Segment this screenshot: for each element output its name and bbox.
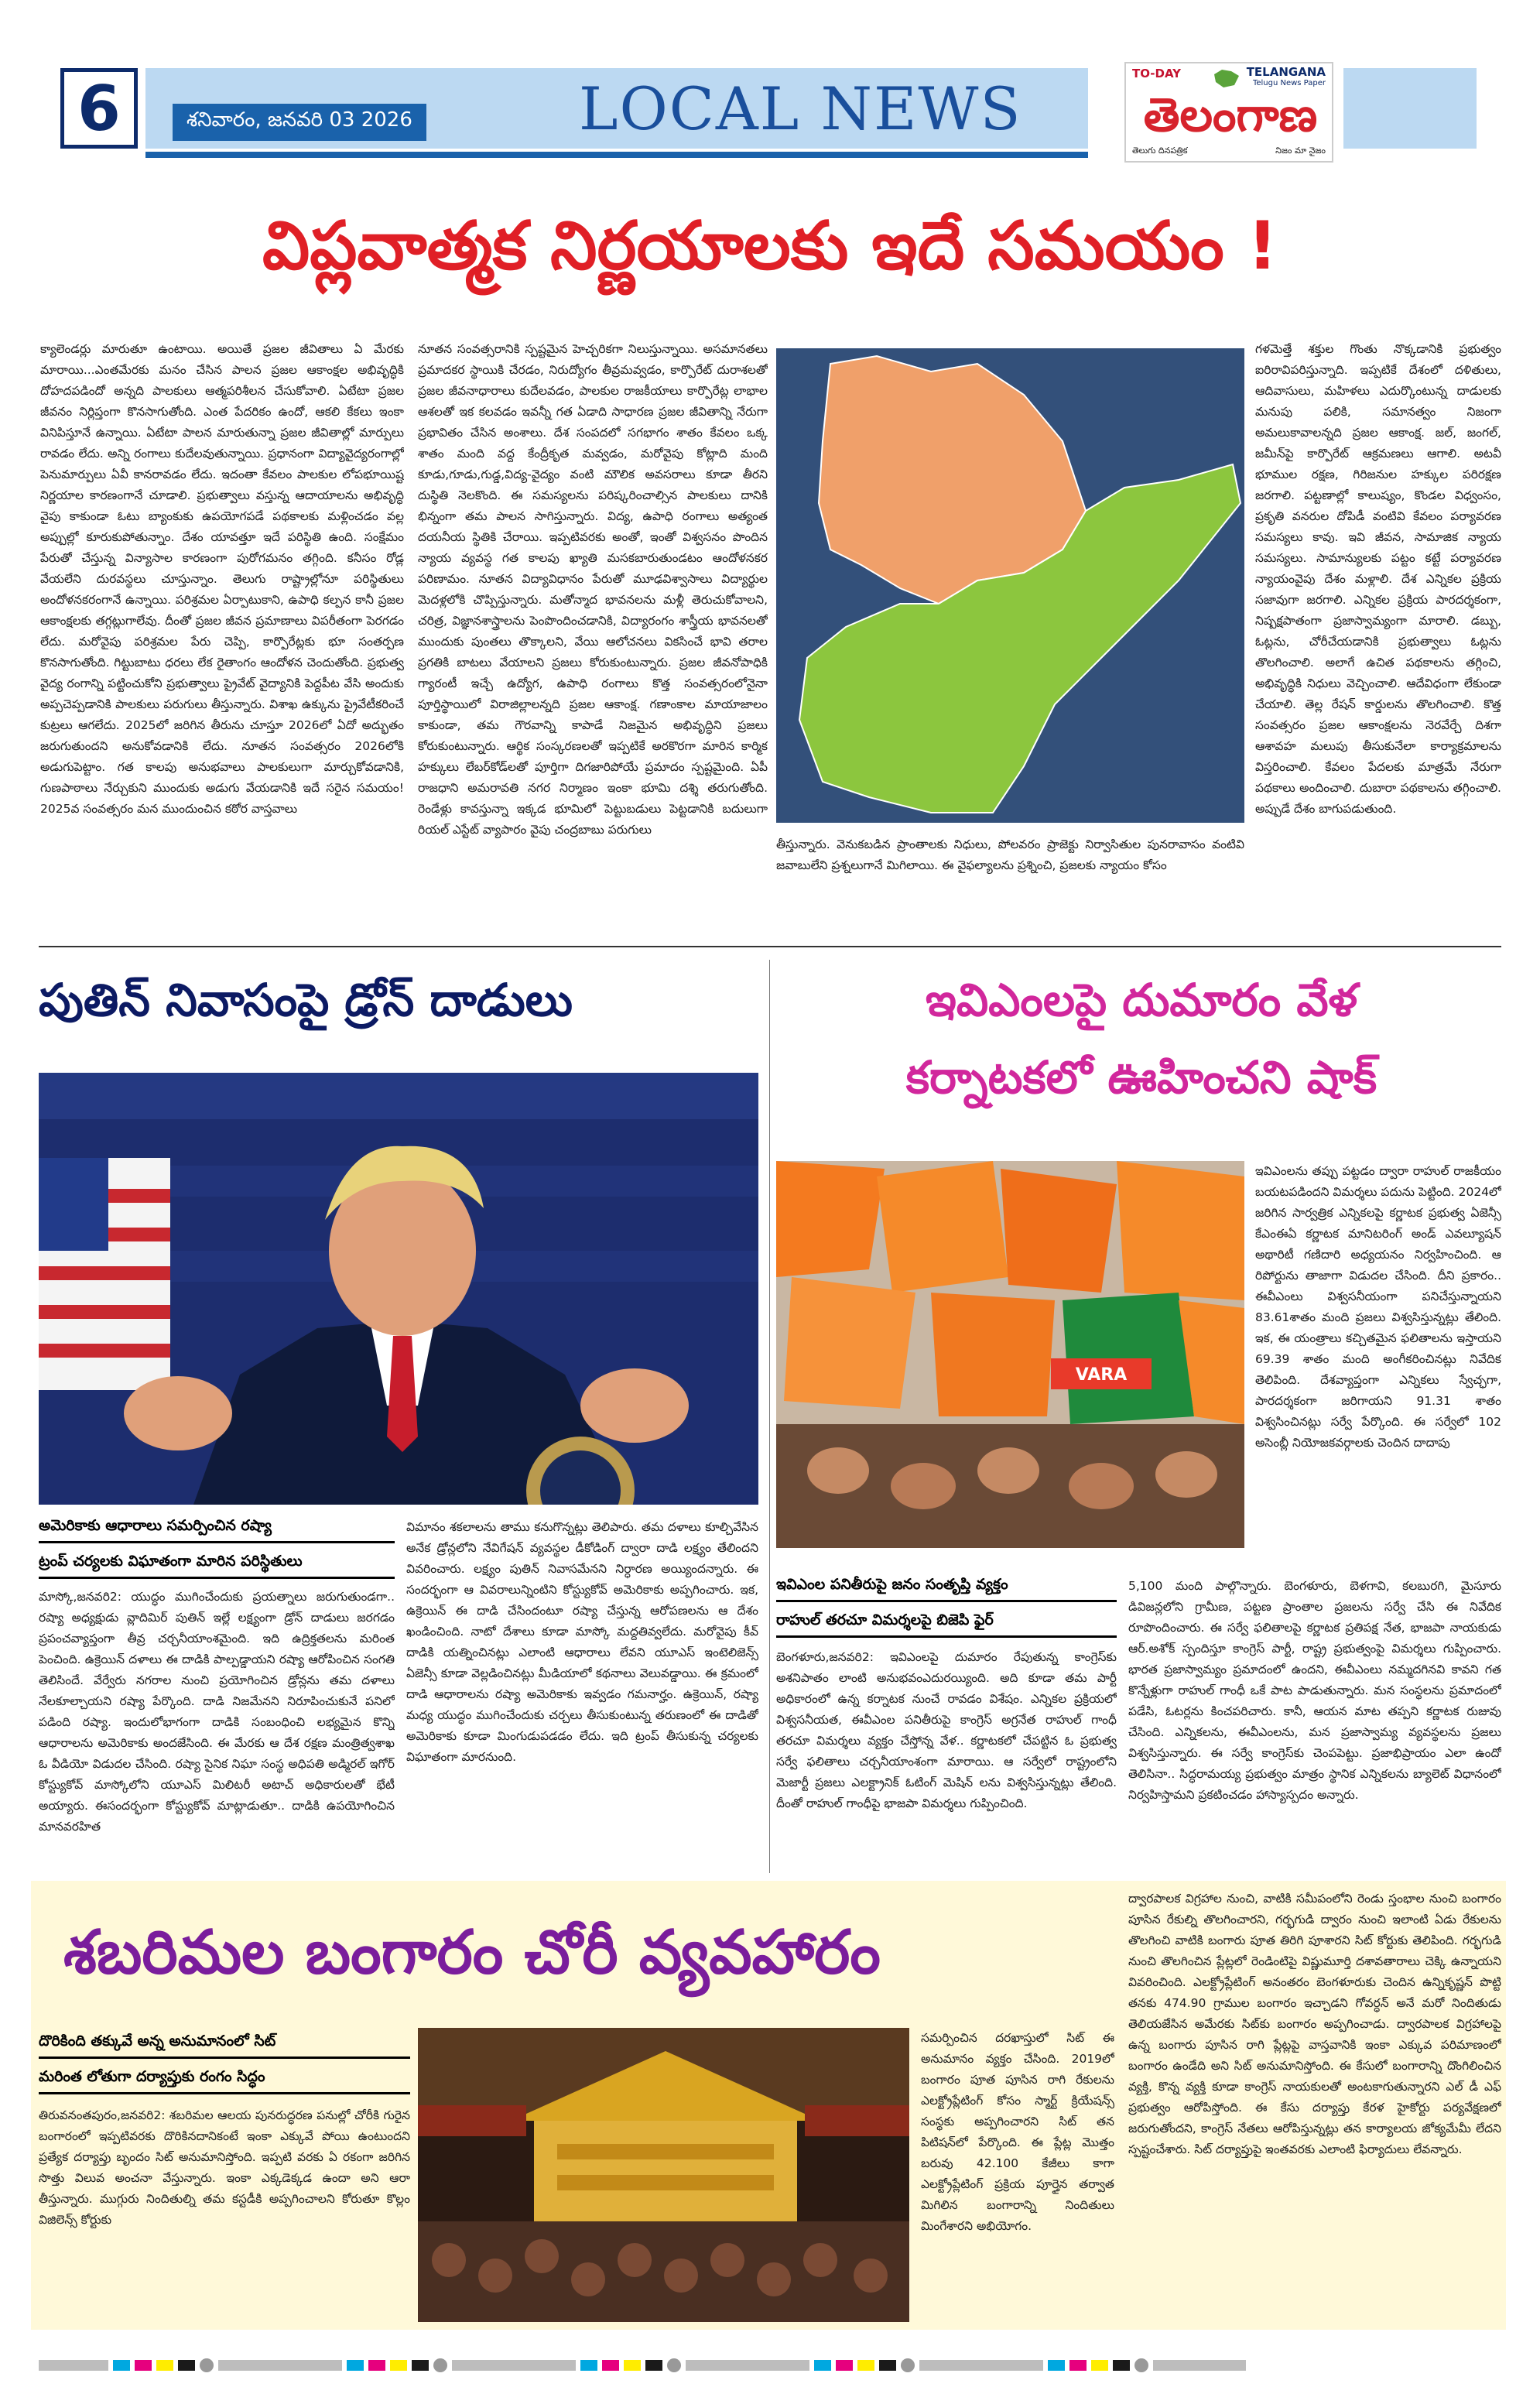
color-swatch [1153, 2360, 1246, 2371]
color-swatch [602, 2360, 619, 2371]
color-swatch [412, 2360, 429, 2371]
story1-column-1 [40, 339, 404, 935]
print-color-bar [39, 2358, 1494, 2373]
speaker-photo [39, 1073, 758, 1505]
registration-dot [667, 2358, 681, 2372]
flags-illustration [776, 1161, 1244, 1548]
story2-text-2: విమానం శకలాలను తాము కనుగొన్నట్లు తెలిపారు. తమ దళాలు కూల్చివేసిన అనేక డ్రోన్లలోని నేవిగేషన్ వ్యవస్థల డీకోడింగ్ ద్వారా దాడి లక్ష్యం తేలిందని వివరించారు. లక్ష్యం పుతిన్ నివాసమేనని నిర్ధారణ అయ్యిందన్నారు. ఈ సందర్భంగా ఆ వివరాలున్నింటిని కోస్ట్యుకోవ్ అమెరికాకు అప్పగించారు. ఇక, ఉక్రెయిన్ ఈ దాడి చేసిందంటూ రష్యా చేస్తున్న ఆరోపణలను ఆ దేశం ఖండించింది. నాటో దేశాలు కూడా మాస్కో మద్దతివ్వలేదు. మరోవైపు కీవ్ దాడికి యత్నించినట్లు ఎలాంటి ఆధారాలు లేవని యూఎస్ ఇంటెలిజెన్స్ ఏజెన్సీ కూడా వెల్లడించినట్లు మీడియాలో కథనాలు వెలువడ్డాయి. ఈ క్రమంలో దాడి ఆధారాలను రష్యా అమెరికాకు ఇవ్వడం గమనార్హం. ఉక్రెయిన్, రష్యా మధ్య యుద్ధం ముగించేందుకు చర్చలు తీసుకుంటున్న తరుణంలో ఈ దాడితో అమెరికాకు కూడా మింగుడుపడడం లేదు. ఇది ట్రంప్ తీసుకున్న చర్యలకు విఘాతంగా మారనుంది. [406, 1520, 758, 1764]
map-graphic [776, 348, 1244, 823]
color-swatch [814, 2360, 831, 2371]
registration-dot [200, 2358, 214, 2372]
story3-text-mid: 5,100 మంది పాల్గొన్నారు. బెంగళూరు, బెళగావి, కలబురగి, మైసూరు డివిజన్లలోని గ్రామీణ, పట్టణ ప్రాంతాల ప్రజలను సర్వే చేసి ఈ నివేదిక రూపొందించారు. ఈ సర్వే ఫలితాలపై కర్ణాటక ప్రతిపక్ష నేత, భాజపా నాయకుడు ఆర్.అశోక్ స్పందిస్తూ కాంగ్రెస్ పార్టీ, రాష్ట్ర ప్రభుత్వంపై విమర్శలు గుప్పించారు. భారత ప్రజాస్వామ్యం ప్రమాదంలో ఉందని, ఈవీఎంలు నమ్మదగినవి కావని గత కొన్నేళ్లుగా రాహుల్ గాంధీ ఒకే పాట పాడుతున్నారు. మన సంస్థలను ప్రమాదంలో పడేసి, ఓటర్లను కించపరిచారు. కానీ, ఆయన మాట తప్పని కర్ణాటక రుజువు చేసింది. ఎన్నికలను, ఈవీఎంలను, మన ప్రజాస్వామ్య వ్యవస్థలను ప్రజలు విశ్వసిస్తున్నారు. ఈ సర్వే కాంగ్రెస్‌కు చెంపపెట్టు. ప్రజాభిప్రాయం ఎలా ఉందో తెలిసినా.. సిద్ధరామయ్య ప్రభుత్వం మాత్రం స్థానిక ఎన్నికలను బ్యాలెట్ విధానంలో నిర్వహిస్తామని ప్రకటించడం హాస్యాస్పదం అన్నారు. [1128, 1579, 1501, 1802]
color-swatch [645, 2360, 662, 2371]
color-swatch [113, 2360, 130, 2371]
header-rule [145, 152, 1088, 158]
masthead [60, 62, 1477, 155]
registration-dot [901, 2358, 915, 2372]
header-band [145, 68, 1088, 149]
logo-telangana: TELANGANA [1246, 65, 1326, 79]
color-swatch [836, 2360, 853, 2371]
story4-column-mid [921, 2028, 1114, 2330]
color-swatch [686, 2360, 809, 2371]
page-number: 6 [60, 68, 138, 149]
putin-drone-headline: పుతిన్ నివాసంపై డ్రోన్ దాడులు [39, 974, 573, 1026]
putin-subhead-2: ట్రంప్ చర్యలకు విఘాతంగా మారిన పరిస్థితులు [39, 1553, 395, 1579]
main-headline: విప్లవాత్మక నిర్ణయాలకు ఇదే సమయం ! [262, 207, 1278, 285]
color-swatch [156, 2360, 173, 2371]
sabarimala-subhead-1: దొరికింది తక్కువే అన్న అనుమానంలో సిట్ [39, 2033, 410, 2059]
story1-text-1: క్యాలెండర్లు మారుతూ ఉంటాయి. అయితే ప్రజల జీవితాలు ఏ మేరకు మారాయి...ఎంతమేరకు మనం చేసిన పాలన ప్రజల ఆకాంక్షల అభివృద్ధికి దోహదపడిందో అన్నది పాలకులు ఆత్మపరిశీలన చేసుకోవాలి. ఏటేటా ప్రజల జీవనం నిర్లిప్తంగా కొనసాగుతోంది. ఎంత పేదరికం ఉందో, ఆకలి కేకలు ఇంకా వినిపిస్తూనే ఉన్నాయి. ఏటేటా పాలన మారుతున్నా ప్రజల జీవితాల్లో మార్పులు రావడం లేదు. అన్ని రంగాలు కుదేలవుతున్నాయి. ప్రధానంగా విద్యావైద్యరంగాల్లో పెనుమార్పులు ఏవీ కానరావడం లేదు. ఇదంతా కేవలం పాలకుల లోపభూయిష్ట నిర్ణయాల కారణంగానే చూడాలి. ప్రభుత్వాలు వస్తున్న ఆదాయాలను అభివృద్ధి వైపు కాకుండా ఓటు బ్యాంకుకు ఉపయోగపడే పథకాలకు మళ్లించడం వల్ల అప్పుల్లో కూరుకుపోతున్నాం. దేశం యావత్తూ ఇదే పరిస్థితి ఉంది. సంక్షేమం పేరుతో చేస్తున్న విన్యాసాల కారణంగా పురోగమనం తగ్గింది. కనీసం రోడ్ల వేయలేని దురవస్థలు చూస్తున్నాం. తెలుగు రాష్ట్రాల్లోనూ పరిస్థితులు అందోళనకరంగానే ఉన్నాయి. పరిశ్రమల ఏర్పాటుకాని, ఉపాధి కల్పన కానీ ప్రజల ఆకాంక్షలకు తగ్గట్లుగాలేవు. దీంతో ప్రజల జీవన ప్రమాణాలు విపరీతంగా పెరగడం లేదు. మరోవైపు పరిశ్రమల పేరు చెప్పి, కార్పొరేట్లకు భూ సంతర్పణ కొనసాగుతోంది. గిట్టుబాటు ధరలు లేక రైతాంగం ఆందోళన చెందుతోంది. ప్రభుత్వ వైద్య రంగాన్ని పట్టించుకోని ప్రభుత్వాలు ప్రైవేట్ వైద్యానికి పెద్దపీట వేసి అందుకు అప్పచెప్పడానికి పాలకులు పరుగులు తీస్తున్నారు. విశాఖ ఉక్కును ప్రైవేటీకరించే కుట్రలు ఆగలేదు. 2025లో జరిగిన తీరును చూస్తూ 2026లో ఏదో అద్భుతం జరుగుతుందని అనుకోవడానికి లేదు. నూతన సంవత్సరం 2026లోకి అడుగుపెట్టాం. గత కాలపు అనుభవాలు పాలకులుగా మార్చుకోవడానికి, గుణపాఠాలు నేర్చుకుని ముందుకు అడుగు వేయడానికి ఇదే సరైన సమయం! 2025వ సంవత్సరం మన ముందుంచిన కఠోర వాస్తవాలు [40, 342, 404, 816]
party-flags-photo [776, 1161, 1244, 1548]
story1-text-4: గళమెత్తే శక్తుల గొంతు నొక్కడానికి ప్రభుత్వం ఐరిరావిపరిస్తున్నాది. ఇప్పటికే దేశంలో దళితులు, ఆదివాసులు, మహిళలు ఎదుర్కొంటున్న దాడులకు మనుపు పలికి, సమానత్వం నిజంగా అమలుకావాలన్నది ప్రజల ఆకాంక్ష. జల్, జంగల్, జమీన్‌పై కార్పొరేట్ ఆక్రమణలు ఆగాలి. అటవీ భూముల రక్షణ, గిరిజనుల హక్కుల పరిరక్షణ జరగాలి. పట్టణాల్లో కాలుష్యం, కొండల విధ్వంసం, ప్రకృతి వనరుల దోపిడీ వంటివి కేవలం పర్యావరణ సమస్యలు కావు. ఇవి జీవన, సామాజిక న్యాయ సమస్యలు. సామాన్యులకు పట్టం కట్టే పర్యావరణ న్యాయంవైపు దేశం మళ్లాలి. దేశ ఎన్నికల ప్రక్రియ సజావుగా జరగాలి. ఎన్నికల ప్రక్రియ పారదర్శకంగా, నిష్పక్షపాతంగా ప్రజాస్వామ్యంగా మారాలి. డబ్బు, ఓట్లను, చోరీచేయడానికి ప్రభుత్వాలు ఓట్లను తొలగించాలి. అలాగే ఉచిత పథకాలను తగ్గించి, అభివృద్ధికి నిధులు వెచ్చించాలి. ఆదేవిధంగా లేకుండా చేయాలి. తెల్ల రేషన్ కార్డులను తొలగించాలి. కొత్త సంవత్సరం ప్రజల ఆకాంక్షలను నెరవేర్చే దిశగా ఆశావహ మలుపు తీసుకునేలా కార్యాక్రమాలను విస్తరించాలి. కేవలం పేదలకు మాత్రమే నేరుగా పథకాలు అందించాలి. దుబారా పథకాలను తగ్గించాలి. అప్పుడే దేశం బాగుపడుతుంది. [1255, 342, 1501, 816]
header-band-right [1343, 68, 1477, 149]
edition-date: శనివారం, జనవరి 03 2026 [173, 104, 426, 141]
section-divider [39, 946, 1501, 947]
color-swatch [879, 2360, 896, 2371]
color-swatch [39, 2360, 108, 2371]
color-swatch [452, 2360, 576, 2371]
evm-headline-line-1: ఇవిఎంలపై దుమారం వేళ [925, 974, 1358, 1026]
story2-column-2 [406, 1517, 758, 1873]
color-swatch [1113, 2360, 1130, 2371]
color-swatch [135, 2360, 152, 2371]
telangana-map-icon [1211, 67, 1242, 90]
story3-column-left [776, 1647, 1117, 1873]
logo-subtitle: Telugu News Paper [1252, 79, 1326, 87]
logo-tagline-left: తెలుగు దినపత్రిక [1132, 146, 1188, 156]
registration-dot [1134, 2358, 1148, 2372]
sabarimala-temple-photo [418, 2028, 909, 2322]
color-swatch [347, 2360, 364, 2371]
story1-text-2: నూతన సంవత్సరానికి స్పష్టమైన హెచ్చరికగా నిలుస్తున్నాయి. అసమానతలు ప్రమాదకర స్థాయికి చేరడం, నిరుద్యోగం తీవ్రమవ్వడం, కార్పొరేట్ దురాశలతో ప్రజల జీవనాధారాలు కుదేలవడం, పాలకుల రాజకీయాలు కార్పొరేట్ల లాభాల ఆశలతో ఇక కలవడం ఇవన్నీ గత ఏడాది సాధారణ ప్రజల జీవితాన్ని నేరుగా ప్రభావితం చేసిన అంశాలు. దేశ సంపదలో సగభాగం శాతం కేవలం ఒక్క శాతం మంది వద్ద కేంద్రీకృత మవ్వడం, మరోవైపు కోట్లాది మంది కూడు,గూడు,గుడ్డ,విద్య-వైద్యం వంటి మౌలిక అవసరాలు కూడా తీరని దుస్థితి నెలకొంది. ఈ సమస్యలను పరిష్కరించాల్సిన పాలకులు దానికి భిన్నంగా తమ పాలన సాగిస్తున్నారు. విద్య, ఉపాధి రంగాలు అత్యంత దయనీయ స్థితికి చేరాయి. ఇప్పటివరకు అంతో, ఇంతో విశ్వసనం పొందిన న్యాయ వ్యవస్థ గత కాలపు ఖ్యాతి మసకబారుతుండటం ఆందోళనకర పరిణామం. నూతన విద్యావిధానం పేరుతో మూఢవిశ్వాసాలు విద్యార్థుల మెదళ్లలోకి చొప్పిస్తున్నారు. మతోన్మాద భావనలను మళ్లీ తెరుచుకోవాలని, చరిత్ర, విజ్ఞానశాస్త్రాలను పెంపొందించడానికి, విద్యారంగం శాస్త్రీయ భావనలతో ముందుకు పుంతలు తొక్కాలని, వేయి ఆలోచనలు వికసించే భావి తరాల ప్రగతికి బాటలు వేయాలని ప్రజలు కోరుకుంటున్నారు. ప్రజల జీవనోపాధికి గ్యారంటీ ఇచ్చే ఉద్యోగ, ఉపాధి రంగాలు కొత్త సంవత్సరంలోనైనా పూర్తిస్థాయిలో విరాజిల్లాలన్నది ప్రజల ఆకాంక్ష. గణాంకాల మాయాజాలం కాకుండా, తమ గౌరవాన్ని కాపాడే నిజమైన అభివృద్ధిని ప్రజలు కోరుకుంటున్నారు. ఆర్థిక సంస్కరణలతో ఇప్పటికే అరకొరగా మారిన కార్మిక హక్కులు లేబర్‌కోడ్‌లతో పూర్తిగా దిగజారిపోయే ప్రమాదం స్పష్టమైంది. ఏపీ రాజధాని అమరావతి నగర నిర్మాణం ఇంకా భూమి దశ్శి తరుగుతోంది. రెండేళ్లు కావస్తున్నా ఇక్కడ భూమిలో పెట్టుబడులు పెట్టడానికి బదులుగా రియల్ ఎస్టేట్ వ్యాపారం వైపు చంద్రబాబు పరుగులు [418, 342, 768, 837]
registration-dot [433, 2358, 447, 2372]
logo-tagline-right: నిజం మా నైజం [1275, 146, 1326, 156]
story4-column-left [39, 2105, 410, 2330]
speaker-illustration [39, 1073, 758, 1505]
color-swatch [1091, 2360, 1108, 2371]
section-title: LOCAL NEWS [579, 74, 1022, 143]
story3-column-right [1255, 1161, 1501, 1563]
sabarimala-subhead-2: మరింత లోతుగా దర్యాప్తుకు రంగం సిద్ధం [39, 2068, 410, 2094]
story4-text-left: తిరువనంతపురం,జనవరి2: శబరిమల ఆలయ పునరుద్ధరణ పనుల్లో చోరీకి గురైన బంగారంలో ఇప్పటివరకు దొరికినదానికంటే ఇంకా ఎక్కువే పోయి ఉంటుందని ప్రత్యేక దర్యాప్తు బృందం సిట్ అనుమానిస్తోంది. ఇప్పటి వరకు ఏ రకంగా జరిగిన సొత్తు విలువ అంచనా వేస్తున్నారు. ఇంకా ఎక్కడెక్కడ ఉందా అని ఆరా తీస్తున్నారు. ముగ్గురు నిందితుల్ని తమ కస్టడీకి అప్పగించాలని కోరుతూ కొల్లం విజిలెన్స్ కోర్టుకు [39, 2108, 410, 2227]
color-swatch [178, 2360, 195, 2371]
temple-illustration [418, 2028, 909, 2322]
color-swatch [580, 2360, 597, 2371]
putin-subhead-1: అమెరికాకు ఆధారాలు సమర్పించిన రష్యా [39, 1517, 395, 1543]
newspaper-logo[interactable] [1124, 62, 1333, 163]
story3-text-right: ఇవిఎంలను తప్పు పట్టడం ద్వారా రాహుల్ రాజకీయం బయటపడిందని విమర్శలు పదును పెట్టింది. 2024లో జరిగిన సార్వత్రిక ఎన్నికలపై కర్ణాటక ప్రభుత్వ ఏజెన్సీ కేఎంఈఏ కర్ణాటక మానిటరింగ్ అండ్ ఎవల్యూషన్ అథారిటీ గణిదారి అధ్యయనం నిర్వహించింది. ఆ రిపోర్టును తాజాగా విడుదల చేసింది. దీని ప్రకారం.. ఈవీఎంలు విశ్వసనీయంగా పనిచేస్తున్నాయని 83.61శాతం మంది ప్రజలు విశ్వసిస్తున్నట్లు తేలింది. ఇక, ఈ యంత్రాలు కచ్చితమైన ఫలితాలను ఇస్తాయని 69.39 శాతం మంది అంగీకరించినట్లు నివేదిక తెలిపింది. దేశవ్యాప్తంగా ఎన్నికలు స్వేచ్ఛగా, పారదర్శకంగా జరిగాయని 91.31 శాతం విశ్వసించినట్లు సర్వే పేర్కొంది. ఈ సర్వేలో 102 అసెంబ్లీ నియోజకవర్గాలకు చెందిన దాదాపు [1255, 1164, 1501, 1450]
color-swatch [1048, 2360, 1065, 2371]
story3-column-mid [1128, 1576, 1501, 1873]
color-swatch [624, 2360, 641, 2371]
story2-text-1: మాస్కో,జనవరి2: యుద్ధం ముగించేందుకు ప్రయత్నాలు జరుగుతుండగా.. రష్యా అధ్యక్షుడు వ్లాదిమిర్ పుతిన్ ఇల్లే లక్ష్యంగా డ్రోన్ దాడులు జరగడం ప్రపంచవ్యాప్తంగా తీవ్ర చర్చనీయాంశమైంది. ఇది ఉద్రిక్తతలను మరింత పెంచింది. ఉక్రెయిన్ దళాలు ఈ దాడికి పాల్పడ్డాయని రష్యా ఆరోపించిన సంగతి తెలిసిందే. వేర్వేరు నగరాల నుంచి ప్రయోగించిన డ్రోన్లను తమ దళాలు నేలకూల్చాయని రష్యా పేర్కొంది. దాడి నిజమేనని నిరూపించుకునే పనిలో పడింది రష్యా. ఇందులోభాగంగా దాడికి సంబంధించి లభ్యమైన కొన్ని ఆధారాలను అమెరికాకు అందజేసింది. ఈ మేరకు ఆ దేశ రక్షణ మంత్రిత్వశాఖ ఓ వీడియో విడుదల చేసింది. రష్యా సైనిక నిఘా సంస్థ అధిపతి అడ్మిరల్ ఇగోర్ కోస్ట్యుకోవ్ మాస్కోలోని యూఎస్ మిలిటరీ అటాచ్ అధికారులతో భేటీ అయ్యారు. ఈసందర్భంగా కోస్ట్యుకోవ్ మాట్లాడుతూ.. దాడికి ఉపయోగించిన మానవరహిత [39, 1590, 395, 1834]
story3-text-left: బెంగళూరు,జనవరి2: ఇవిఎంలపై దుమారం రేపుతున్న కాంగ్రెస్‌కు అశనిపాతం లాంటి అనుభవంఎదురయ్యింది. అది కూడా తమ పార్టీ అధికారంలో ఉన్న కర్నాటక నుంచే రావడం విశేషం. ఎన్నికల ప్రక్రియలో విశ్వసనీయత, ఈవీఎంల పనితీరుపై కాంగ్రెస్ అగ్రనేత రాహుల్ గాంధీ తరచూ విమర్శలు వ్యక్తం చేస్తోన్న వేళ.. కర్ణాటకలో చేపట్టిన ఓ ప్రభుత్వ సర్వే ఫలితాలు చర్చనీయాంశంగా మారాయి. ఆ సర్వేలో రాష్ట్రంలోని మెజార్టీ ప్రజలు ఎలక్ట్రానిక్ ఓటింగ్ మెషిన్ లను విశ్వసిస్తున్నట్లు తేలింది. దీంతో రాహుల్ గాంధీపై భాజపా విమర్శలు గుప్పించింది. [776, 1650, 1117, 1810]
evm-subhead-1: ఇవిఎంల పనితీరుపై జనం సంతృప్తి వ్యక్తం [776, 1576, 1117, 1602]
evm-headline-line-2: కర్నాటకలో ఊహించని షాక్ [905, 1051, 1377, 1104]
logo-today: TO-DAY [1132, 67, 1181, 80]
color-swatch [368, 2360, 385, 2371]
flag-banner-text: VARA [1075, 1365, 1128, 1385]
sabarimala-headline: శబరిమల బంగారం చోరీ వ్యవహారం [63, 1918, 881, 1988]
story1-column-2 [418, 339, 768, 935]
story4-column-right [1128, 1889, 1501, 2330]
story1-column-3 [776, 834, 1244, 935]
color-swatch [1069, 2360, 1087, 2371]
logo-wordmark: తెలంగాణ [1143, 88, 1318, 142]
story1-text-3: తీస్తున్నారు. వెనుకబడిన ప్రాంతాలకు నిధులు, పోలవరం ప్రాజెక్టు నిర్వాసితుల పునరావాసం వంటివి జవాబులేని ప్రశ్నలుగానే మిగిలాయి. ఈ వైఫల్యాలను ప్రశ్నించి, ప్రజలకు న్యాయం కోసం [776, 837, 1244, 872]
color-swatch [218, 2360, 342, 2371]
column-divider [769, 960, 770, 1873]
evm-subhead-2: రాహుల్ తరచూ విమర్శలపై బిజెపి ఫైర్ [776, 1611, 1117, 1638]
story2-column-1 [39, 1587, 395, 1873]
color-swatch [919, 2360, 1043, 2371]
color-swatch [390, 2360, 407, 2371]
color-swatch [857, 2360, 874, 2371]
story1-column-4 [1255, 339, 1501, 935]
telangana-andhra-map-image [776, 348, 1244, 823]
story4-text-mid: సమర్పించిన దరఖాస్తులో సిట్ ఈ అనుమానం వ్యక్తం చేసింది. 2019లో బంగారం పూత పూసిన రాగి రేకులను ఎలక్ట్రోప్లేటింగ్ కోసం స్మార్ట్ క్రియేషన్స్ సంస్థకు అప్పగించారని సిట్ తన పిటిషన్‌లో పేర్కొంది. ఈ ప్లేట్ల మొత్తం బరువు 42.100 కేజీలు కాగా ఎలక్ట్రోప్లేటింగ్ ప్రక్రియ పూర్తైన తర్వాత మిగిలిన బంగారాన్ని నిందితులు మింగేశారని అభియోగం. [921, 2031, 1114, 2233]
story4-text-right: ద్వారపాలక విగ్రహాల నుంచి, వాటికి సమీపంలోని రెండు స్తంభాల నుంచి బంగారం పూసిన రేకుల్ని తొలగించారని, గర్భగుడి ద్వారం నుంచి ఇలాంటి ఏడు రేకులను తొలగించి వాటికి బంగారు పూత తిరిగి పూశారని సిట్ కోర్టుకు తెలిపింది. గర్భగుడి నుంచి తొలగించిన ప్లేట్లలో రెండింటిపై విష్ణుమూర్తి దశావతారాలు చెక్కి ఉన్నాయని వివరించింది. ఎలక్ట్రోప్లేటింగ్ అనంతరం బెంగళూరుకు చెందిన ఉన్నికృష్ణన్ పొట్టి తనకు 474.90 గ్రాముల బంగారం ఇచ్చాడని గోవర్ధన్ అనే మరో నిందితుడు తెలియజేసిన అమేరకు సిట్‌కు బంగారం అప్పగించాడు. ద్వారపాలక విగ్రహాలపై ఉన్న బంగారు పూసిన రాగి ప్లేట్లపై వాస్తవానికి ఇంకా ఎక్కువ పరిమాణంలో బంగారం ఉండేది అని సిట్ అనుమానిస్తోంది. ఈ కేసులో బంగారాన్ని దొంగిలించిన వ్యక్తి, కొన్న వ్యక్తి కూడా కాంగ్రెస్ నాయకులతో అంటకాగుతున్నారని ఎల్ డీ ఎఫ్ ప్రభుత్వం ఆరోపిస్తోంది. ఈ కేసు దర్యాప్తు కేరళ హైకోర్టు పర్యవేక్షణలో జరుగుతోందని, కాంగ్రెస్ నేతలు ఆరోపిస్తున్నట్లు తన కార్యాలయ జోక్యమేమీ లేదని స్పష్టంచేశారు. సిట్ దర్యాప్తుపై ఇంతవరకు ఎలాంటి ఫిర్యాదులు లేవన్నారు. [1128, 1892, 1501, 2156]
